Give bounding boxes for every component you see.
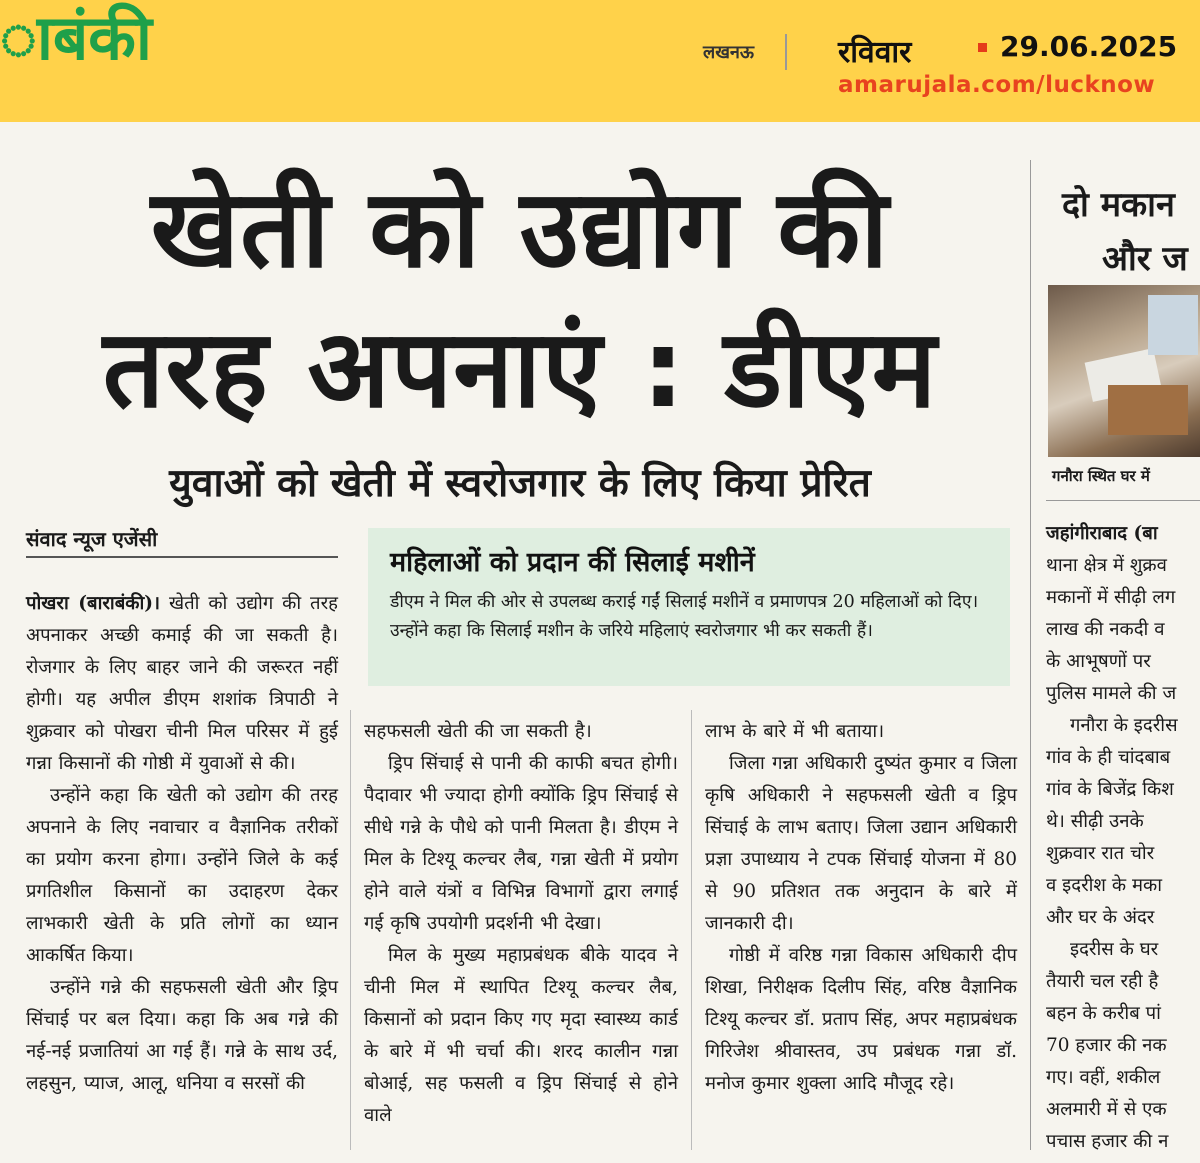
- side-story-line: इदरीस के घर: [1070, 939, 1159, 960]
- column-divider: [350, 710, 351, 1150]
- column-1-paragraph: उन्होंने गन्ने की सहफसली खेती और ड्रिप सिंचाई पर बल दिया। कहा कि अब गन्ने की नई-नई प्रजातियां आ गई हैं। गन्ने के साथ उर्द, लहसुन, प्याज, आलू, धनिया व सरसों की: [26, 977, 338, 1094]
- masthead-place-name: ाबंकी: [0, 1, 152, 74]
- article-column-3: [705, 716, 1017, 1100]
- box-title: महिलाओं को प्रदान कीं सिलाई मशीनें: [390, 547, 755, 578]
- masthead-separator: [785, 34, 787, 70]
- side-story-line: गनौरा के इदरीस: [1070, 715, 1178, 736]
- article-column-1: [26, 588, 338, 1100]
- box-body: डीएम ने मिल की ओर से उपलब्ध कराई गईं सिलाई मशीनें व प्रमाणपत्र 20 महिलाओं को दिए। उन्होंने कहा कि सिलाई मशीन के जरिये महिलाएं स्वरोजगार भी कर सकती हैं।: [390, 592, 979, 641]
- column-divider: [691, 710, 692, 1150]
- sewing-machine-box: [368, 528, 1010, 686]
- headline-line-2: तरह अपनाएं : डीएम: [102, 307, 938, 433]
- side-story-column: [1046, 518, 1200, 1158]
- photo-detail: [1148, 295, 1198, 355]
- byline-rule: [26, 556, 338, 558]
- side-headline-line-2: और ज: [1102, 239, 1188, 279]
- side-story-line: लाख की नकदी व: [1046, 619, 1165, 640]
- side-story-line: और घर के अंदर: [1046, 907, 1155, 928]
- column-1-paragraph: उन्होंने कहा कि खेती को उद्योग की तरह अपनाने के लिए नवाचार व वैज्ञानिक तरीकों का प्रयोग करना होगा। उन्होंने जिले के कई प्रगतिशील किसानों का उदाहरण देकर लाभकारी खेती के प्रति लोगों का ध्यान आकर्षित किया।: [26, 785, 338, 966]
- article-headline: [20, 160, 1020, 441]
- side-story-line: शुक्रवार रात चोर: [1046, 843, 1155, 864]
- article-column-2: [364, 716, 678, 1132]
- side-story-line: गांव के ही चांदबाब: [1046, 747, 1171, 768]
- article-subhead: युवाओं को खेती में स्वरोजगार के लिए किया प्रेरित: [169, 461, 871, 506]
- side-story-line: व इदरीश के मका: [1046, 875, 1163, 896]
- side-headline-line-1: दो मकान: [1062, 185, 1175, 225]
- article-byline: संवाद न्यूज एजेंसी: [26, 527, 158, 551]
- side-story-headline: [1062, 178, 1188, 286]
- side-story-line: मकानों में सीढ़ी लग: [1046, 587, 1176, 608]
- side-story-line: गए। वहीं, शकील: [1046, 1067, 1161, 1088]
- column-2-paragraph: ड्रिप सिंचाई से पानी की काफी बचत होगी। पैदावार भी ज्यादा होगी क्योंकि ड्रिप सिंचाई से सीधे गन्ने के पौधे को पानी मिलता है। डीएम ने मिल के टिश्यू कल्चर लैब, गन्ना खेती में प्रयोग होने वाले यंत्रों व विभिन्न विभागों द्वारा लगाई गई कृषि उपयोगी प्रदर्शनी भी देखा।: [364, 753, 678, 934]
- column-2-paragraph: सहफसली खेती की जा सकती है।: [364, 721, 592, 742]
- column-2-paragraph: मिल के मुख्य महाप्रबंधक बीके यादव ने चीनी मिल में स्थापित टिश्यू कल्चर लैब, किसानों को प्रदान किए गए मृदा स्वास्थ्य कार्ड के बारे में भी चर्चा की। शरद कालीन गन्ना बोआई, सह फसली व ड्रिप सिंचाई से होने वाले: [364, 945, 678, 1126]
- side-story-line: गांव के बिजेंद्र किश: [1046, 779, 1174, 800]
- side-story-line: 70 हजार की नक: [1046, 1035, 1167, 1056]
- masthead: [0, 0, 1200, 122]
- side-story-line: पुलिस मामले की ज: [1046, 683, 1177, 704]
- side-story-line: थे। सीढ़ी उनके: [1046, 811, 1144, 832]
- column-1-text: खेती को उद्योग की तरह अपनाकर अच्छी कमाई की जा सकती है। रोजगार के लिए बाहर जाने की जरूरत नहीं होगी। यह अपील डीएम शशांक त्रिपाठी ने शुक्रवार को पोखरा चीनी मिल परिसर में हुई गन्ना किसानों की गोष्ठी में युवाओं से की।: [26, 593, 338, 774]
- masthead-dot-icon: [978, 43, 987, 52]
- photo-detail: [1108, 385, 1188, 435]
- side-story-line: जहांगीराबाद (बा: [1046, 523, 1158, 544]
- column-3-paragraph: लाभ के बारे में भी बताया।: [705, 721, 885, 742]
- side-story-photo: [1048, 285, 1200, 457]
- side-photo-caption: गनौरा स्थित घर में: [1052, 467, 1150, 485]
- caption-rule: [1046, 500, 1200, 501]
- masthead-url[interactable]: amarujala.com/lucknow: [838, 72, 1156, 98]
- masthead-date: 29.06.2025: [1000, 30, 1178, 63]
- masthead-day: रविवार: [838, 35, 912, 70]
- side-story-line: पचास हजार की न: [1046, 1131, 1169, 1152]
- article-dateline: पोखरा (बाराबंकी)।: [26, 593, 161, 614]
- story-divider: [1030, 160, 1031, 1150]
- side-story-line: तैयारी चल रही है: [1046, 971, 1159, 992]
- headline-line-1: खेती को उद्योग की: [150, 167, 890, 292]
- column-3-paragraph: गोष्ठी में वरिष्ठ गन्ना विकास अधिकारी दीप शिखा, निरीक्षक दिलीप सिंह, वरिष्ठ वैज्ञानिक टिश्यू कल्चर डॉ. प्रताप सिंह, अपर महाप्रबंधक गिरिजेश श्रीवास्तव, उप प्रबंधक गन्ना डॉ. मनोज कुमार शुक्ला आदि मौजूद रहे।: [705, 945, 1017, 1094]
- masthead-city: लखनऊ: [703, 42, 755, 63]
- side-story-line: थाना क्षेत्र में शुक्रव: [1046, 555, 1167, 576]
- side-story-line: बहन के करीब पां: [1046, 1003, 1161, 1024]
- column-1-paragraph: [26, 588, 338, 780]
- side-story-line: के आभूषणों पर: [1046, 651, 1151, 672]
- column-3-paragraph: जिला गन्ना अधिकारी दुष्यंत कुमार व जिला कृषि अधिकारी ने सहफसली खेती व ड्रिप सिंचाई के लाभ बताए। जिला उद्यान अधिकारी प्रज्ञा उपाध्याय ने टपक सिंचाई योजना में 80 से 90 प्रतिशत तक अनुदान के बारे में जानकारी दी।: [705, 753, 1017, 934]
- side-story-line: अलमारी में से एक: [1046, 1099, 1167, 1120]
